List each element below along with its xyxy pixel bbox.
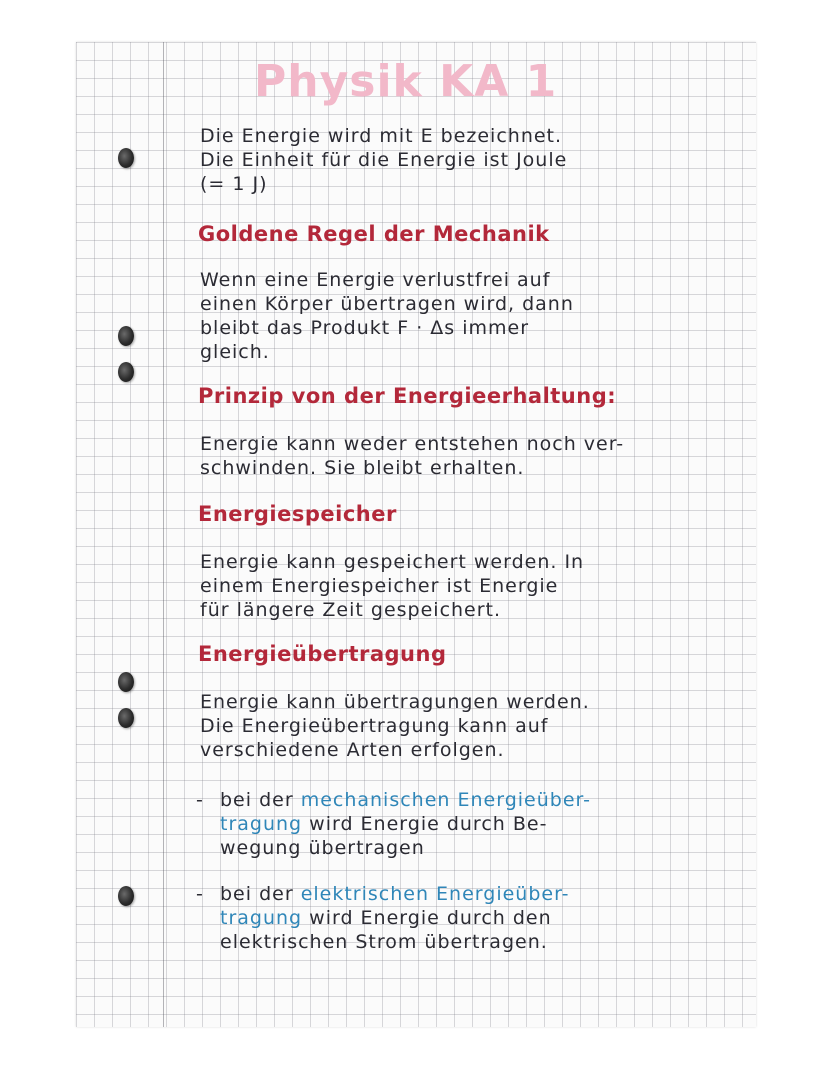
highlighted-term: mechanischen Energieüber- bbox=[300, 789, 591, 811]
heading-transfer: Energieübertragung bbox=[198, 642, 447, 666]
dash: - bbox=[196, 883, 204, 905]
intro-line: Die Energie wird mit E bezeichnet. bbox=[200, 125, 563, 147]
page-title: Physik KA 1 bbox=[254, 56, 558, 107]
intro-line: Die Einheit für die Energie ist Joule bbox=[200, 149, 568, 171]
text-fragment: bei der bbox=[220, 789, 294, 811]
text-line: gleich. bbox=[200, 341, 270, 363]
bullet-line: wegung übertragen bbox=[220, 837, 425, 859]
punch-hole bbox=[118, 148, 134, 168]
punch-hole bbox=[118, 708, 134, 728]
heading-storage: Energiespeicher bbox=[198, 502, 397, 526]
text-fragment: bei der bbox=[220, 883, 294, 905]
highlighted-term: elektrischen Energieüber- bbox=[300, 883, 570, 905]
text-line: bleibt das Produkt F · Δs immer bbox=[200, 317, 530, 339]
text-line: Wenn eine Energie verlustfrei auf bbox=[200, 269, 551, 291]
bullet-line: elektrischen Strom übertragen. bbox=[220, 931, 548, 953]
dash: - bbox=[196, 789, 204, 811]
golden-rule-text bbox=[200, 268, 574, 364]
bullet-mechanical bbox=[196, 788, 591, 860]
punch-hole bbox=[118, 672, 134, 692]
bullet-line bbox=[196, 882, 570, 906]
bullet-line bbox=[196, 906, 570, 930]
text-fragment: wird Energie durch Be- bbox=[309, 813, 548, 835]
conservation-text bbox=[200, 432, 624, 480]
text-line: schwinden. Sie bleibt erhalten. bbox=[200, 457, 525, 479]
heading-conservation: Prinzip von der Energieerhaltung: bbox=[198, 384, 617, 408]
highlighted-term: tragung bbox=[220, 907, 303, 929]
margin-line bbox=[163, 42, 164, 1027]
text-line: verschiedene Arten erfolgen. bbox=[200, 739, 505, 761]
text-line: einen Körper übertragen wird, dann bbox=[200, 293, 574, 315]
bullet-line bbox=[196, 812, 591, 836]
intro-text bbox=[200, 124, 567, 196]
highlighted-term: tragung bbox=[220, 813, 303, 835]
text-line: Energie kann weder entstehen noch ver- bbox=[200, 433, 625, 455]
text-fragment: wird Energie durch den bbox=[309, 907, 552, 929]
text-line: Energie kann gespeichert werden. In bbox=[200, 551, 585, 573]
punch-hole bbox=[118, 362, 134, 382]
bullet-electrical bbox=[196, 882, 570, 954]
text-line: Die Energieübertragung kann auf bbox=[200, 715, 549, 737]
punch-hole bbox=[118, 886, 134, 906]
intro-line: (= 1 J) bbox=[200, 173, 268, 195]
text-line: einem Energiespeicher ist Energie bbox=[200, 575, 559, 597]
text-line: Energie kann übertragungen werden. bbox=[200, 691, 590, 713]
heading-golden-rule: Goldene Regel der Mechanik bbox=[198, 222, 550, 246]
bullet-line bbox=[196, 788, 591, 812]
punch-hole bbox=[118, 326, 134, 346]
storage-text bbox=[200, 550, 584, 622]
transfer-text bbox=[200, 690, 590, 762]
text-line: für längere Zeit gespeichert. bbox=[200, 599, 502, 621]
